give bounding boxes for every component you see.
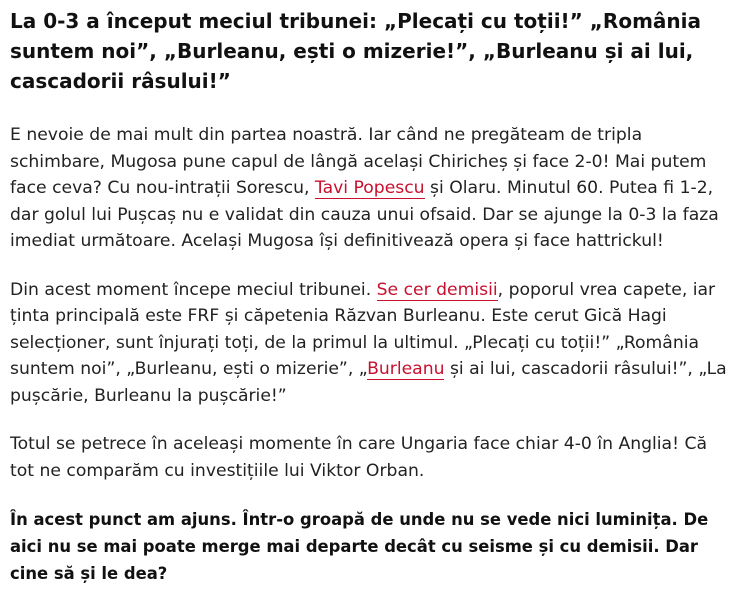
paragraph-text: E nevoie de mai mult din partea noastră. Iar când ne pregăteam de tripla schimbare, Mugosa pune capul de lângă același Chiricheș și face 2-0! Mai putem face ceva? Cu nou-intrații Sorescu, <box>10 125 707 198</box>
link-burleanu[interactable]: Burleanu <box>367 359 445 379</box>
paragraph-hungary-comparison: Totul se petrece în aceleași momente în care Ungaria face chiar 4-0 în Anglia! Că tot ne comparăm cu investițiile lui Viktor Orban. <box>10 434 707 481</box>
link-tavi-popescu[interactable]: Tavi Popescu <box>314 178 425 198</box>
paragraph-fans-chants <box>10 277 732 410</box>
paragraph-conclusion: În acest punct am ajuns. Într-o groapă de unde nu se vede nici luminița. De aici nu se mai poate merge mai departe decât cu seisme și cu demisii. Dar cine să și le dea? <box>10 510 709 583</box>
paragraph-text: Din acest moment începe meciul tribunei. <box>10 279 377 300</box>
link-se-cer-demisii[interactable]: Se cer demisii <box>376 279 498 300</box>
paragraph-text: și ai lui, cascadorii râsului!”, „La pușcărie, Burleanu la pușcărie!” <box>10 359 727 406</box>
paragraph-text: , poporul vrea capete, iar ținta principală este FRF și căpetenia Răzvan Burleanu. Este cerut Gică Hagi selecționer, sunt înjurați toți, de la primul la ultimul. „Plecați cu toții!” „România suntem noi”, „Burleanu, ești o mizerie”, „ <box>10 279 716 379</box>
paragraph-match-recap <box>10 122 732 255</box>
paragraph-text: și Olaru. Minutul 60. Putea fi 1-2, dar golul lui Pușcaș nu e validat din cauza unui ofsaid. Dar se ajunge la 0-3 la faza imediat următoare. Același Mugosa își definitivează opera și face hattrickul! <box>10 178 719 251</box>
article-subheading: La 0-3 a început meciul tribunei: „Plecați cu toții!” „România suntem noi”, „Burleanu, ești o mizerie!”, „Burleanu și ai lui, cascadorii râsului!” <box>10 9 701 93</box>
